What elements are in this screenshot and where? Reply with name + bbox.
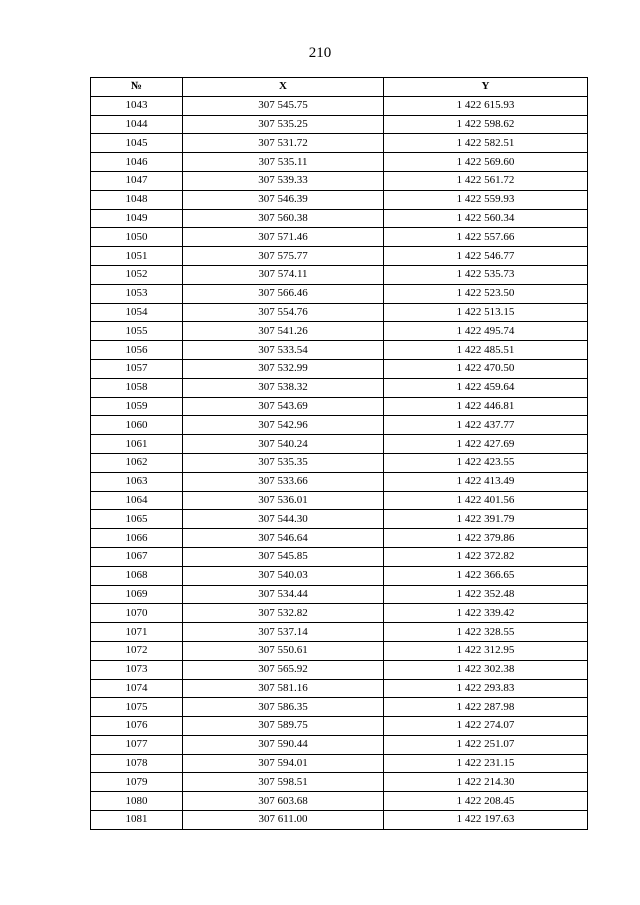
table-row: [91, 660, 588, 679]
cell-x: 307 545.85: [183, 547, 384, 566]
cell-x: 307 540.24: [183, 435, 384, 454]
cell-y: 1 422 485.51: [384, 341, 588, 360]
cell-y: 1 422 598.62: [384, 115, 588, 134]
column-header-y: Y: [384, 78, 588, 97]
table-row: [91, 472, 588, 491]
cell-x: 307 532.99: [183, 359, 384, 378]
table-row: [91, 228, 588, 247]
cell-number: 1067: [91, 547, 183, 566]
cell-number: 1061: [91, 435, 183, 454]
cell-y: 1 422 495.74: [384, 322, 588, 341]
table-row: [91, 754, 588, 773]
cell-number: 1081: [91, 811, 183, 830]
cell-x: 307 545.75: [183, 96, 384, 115]
cell-x: 307 581.16: [183, 679, 384, 698]
cell-number: 1074: [91, 679, 183, 698]
cell-number: 1062: [91, 453, 183, 472]
cell-x: 307 538.32: [183, 378, 384, 397]
cell-x: 307 532.82: [183, 604, 384, 623]
cell-number: 1060: [91, 416, 183, 435]
table-row: [91, 209, 588, 228]
table-row: [91, 265, 588, 284]
cell-number: 1077: [91, 735, 183, 754]
cell-x: 307 544.30: [183, 510, 384, 529]
cell-y: 1 422 546.77: [384, 247, 588, 266]
cell-y: 1 422 615.93: [384, 96, 588, 115]
table-row: [91, 717, 588, 736]
cell-y: 1 422 287.98: [384, 698, 588, 717]
cell-number: 1044: [91, 115, 183, 134]
cell-y: 1 422 339.42: [384, 604, 588, 623]
table-row: [91, 416, 588, 435]
coordinates-table: [90, 77, 588, 830]
cell-y: 1 422 559.93: [384, 190, 588, 209]
cell-x: 307 574.11: [183, 265, 384, 284]
table-row: [91, 547, 588, 566]
cell-y: 1 422 523.50: [384, 284, 588, 303]
table-row: [91, 735, 588, 754]
cell-x: 307 586.35: [183, 698, 384, 717]
table-row: [91, 641, 588, 660]
cell-x: 307 537.14: [183, 623, 384, 642]
cell-x: 307 589.75: [183, 717, 384, 736]
cell-x: 307 546.64: [183, 529, 384, 548]
cell-x: 307 546.39: [183, 190, 384, 209]
cell-number: 1068: [91, 566, 183, 585]
cell-y: 1 422 214.30: [384, 773, 588, 792]
cell-number: 1065: [91, 510, 183, 529]
cell-y: 1 422 312.95: [384, 641, 588, 660]
cell-number: 1071: [91, 623, 183, 642]
cell-number: 1052: [91, 265, 183, 284]
cell-y: 1 422 391.79: [384, 510, 588, 529]
table-row: [91, 96, 588, 115]
cell-y: 1 422 293.83: [384, 679, 588, 698]
table-row: [91, 623, 588, 642]
cell-y: 1 422 366.65: [384, 566, 588, 585]
table-row: [91, 134, 588, 153]
table-row: [91, 491, 588, 510]
table-row: [91, 359, 588, 378]
cell-x: 307 560.38: [183, 209, 384, 228]
cell-x: 307 533.66: [183, 472, 384, 491]
cell-x: 307 531.72: [183, 134, 384, 153]
cell-x: 307 611.00: [183, 811, 384, 830]
cell-x: 307 540.03: [183, 566, 384, 585]
cell-y: 1 422 513.15: [384, 303, 588, 322]
table-row: [91, 378, 588, 397]
cell-x: 307 590.44: [183, 735, 384, 754]
cell-x: 307 598.51: [183, 773, 384, 792]
column-header-number: №: [91, 78, 183, 97]
cell-y: 1 422 379.86: [384, 529, 588, 548]
cell-y: 1 422 423.55: [384, 453, 588, 472]
cell-y: 1 422 437.77: [384, 416, 588, 435]
cell-y: 1 422 251.07: [384, 735, 588, 754]
table-row: [91, 190, 588, 209]
cell-number: 1069: [91, 585, 183, 604]
cell-y: 1 422 401.56: [384, 491, 588, 510]
cell-y: 1 422 535.73: [384, 265, 588, 284]
cell-y: 1 422 427.69: [384, 435, 588, 454]
cell-x: 307 535.11: [183, 153, 384, 172]
table-body: [91, 96, 588, 829]
cell-number: 1063: [91, 472, 183, 491]
cell-x: 307 536.01: [183, 491, 384, 510]
cell-x: 307 543.69: [183, 397, 384, 416]
cell-number: 1049: [91, 209, 183, 228]
cell-x: 307 550.61: [183, 641, 384, 660]
cell-y: 1 422 569.60: [384, 153, 588, 172]
cell-y: 1 422 446.81: [384, 397, 588, 416]
cell-number: 1076: [91, 717, 183, 736]
table-row: [91, 247, 588, 266]
cell-number: 1064: [91, 491, 183, 510]
cell-number: 1045: [91, 134, 183, 153]
cell-y: 1 422 197.63: [384, 811, 588, 830]
cell-y: 1 422 302.38: [384, 660, 588, 679]
cell-x: 307 594.01: [183, 754, 384, 773]
cell-x: 307 571.46: [183, 228, 384, 247]
cell-y: 1 422 582.51: [384, 134, 588, 153]
cell-x: 307 541.26: [183, 322, 384, 341]
cell-number: 1055: [91, 322, 183, 341]
table-row: [91, 773, 588, 792]
table-row: [91, 585, 588, 604]
table-row: [91, 604, 588, 623]
table-row: [91, 698, 588, 717]
column-header-x: X: [183, 78, 384, 97]
table-row: [91, 529, 588, 548]
table-row: [91, 453, 588, 472]
cell-y: 1 422 459.64: [384, 378, 588, 397]
page-number: 210: [308, 45, 332, 61]
cell-number: 1051: [91, 247, 183, 266]
cell-x: 307 554.76: [183, 303, 384, 322]
table-row: [91, 811, 588, 830]
table-row: [91, 115, 588, 134]
cell-number: 1059: [91, 397, 183, 416]
table-row: [91, 679, 588, 698]
table-row: [91, 435, 588, 454]
cell-y: 1 422 560.34: [384, 209, 588, 228]
cell-number: 1056: [91, 341, 183, 360]
cell-x: 307 534.44: [183, 585, 384, 604]
cell-number: 1048: [91, 190, 183, 209]
cell-number: 1078: [91, 754, 183, 773]
cell-y: 1 422 413.49: [384, 472, 588, 491]
cell-number: 1070: [91, 604, 183, 623]
table-row: [91, 397, 588, 416]
cell-number: 1053: [91, 284, 183, 303]
cell-number: 1046: [91, 153, 183, 172]
cell-number: 1050: [91, 228, 183, 247]
cell-y: 1 422 557.66: [384, 228, 588, 247]
cell-number: 1073: [91, 660, 183, 679]
table-header-row: [91, 78, 588, 97]
cell-y: 1 422 470.50: [384, 359, 588, 378]
cell-number: 1079: [91, 773, 183, 792]
table-row: [91, 284, 588, 303]
cell-x: 307 575.77: [183, 247, 384, 266]
table-row: [91, 510, 588, 529]
cell-y: 1 422 561.72: [384, 171, 588, 190]
cell-x: 307 603.68: [183, 792, 384, 811]
cell-x: 307 535.35: [183, 453, 384, 472]
cell-x: 307 566.46: [183, 284, 384, 303]
cell-y: 1 422 208.45: [384, 792, 588, 811]
cell-x: 307 535.25: [183, 115, 384, 134]
table-row: [91, 171, 588, 190]
cell-number: 1043: [91, 96, 183, 115]
cell-number: 1054: [91, 303, 183, 322]
cell-y: 1 422 274.07: [384, 717, 588, 736]
cell-x: 307 533.54: [183, 341, 384, 360]
cell-number: 1047: [91, 171, 183, 190]
cell-number: 1058: [91, 378, 183, 397]
cell-x: 307 542.96: [183, 416, 384, 435]
cell-y: 1 422 352.48: [384, 585, 588, 604]
cell-number: 1080: [91, 792, 183, 811]
cell-x: 307 539.33: [183, 171, 384, 190]
table-row: [91, 153, 588, 172]
table-row: [91, 303, 588, 322]
table-row: [91, 341, 588, 360]
table-row: [91, 322, 588, 341]
table-row: [91, 792, 588, 811]
cell-number: 1066: [91, 529, 183, 548]
cell-number: 1075: [91, 698, 183, 717]
cell-y: 1 422 328.55: [384, 623, 588, 642]
table-row: [91, 566, 588, 585]
cell-y: 1 422 372.82: [384, 547, 588, 566]
cell-y: 1 422 231.15: [384, 754, 588, 773]
cell-x: 307 565.92: [183, 660, 384, 679]
cell-number: 1072: [91, 641, 183, 660]
cell-number: 1057: [91, 359, 183, 378]
